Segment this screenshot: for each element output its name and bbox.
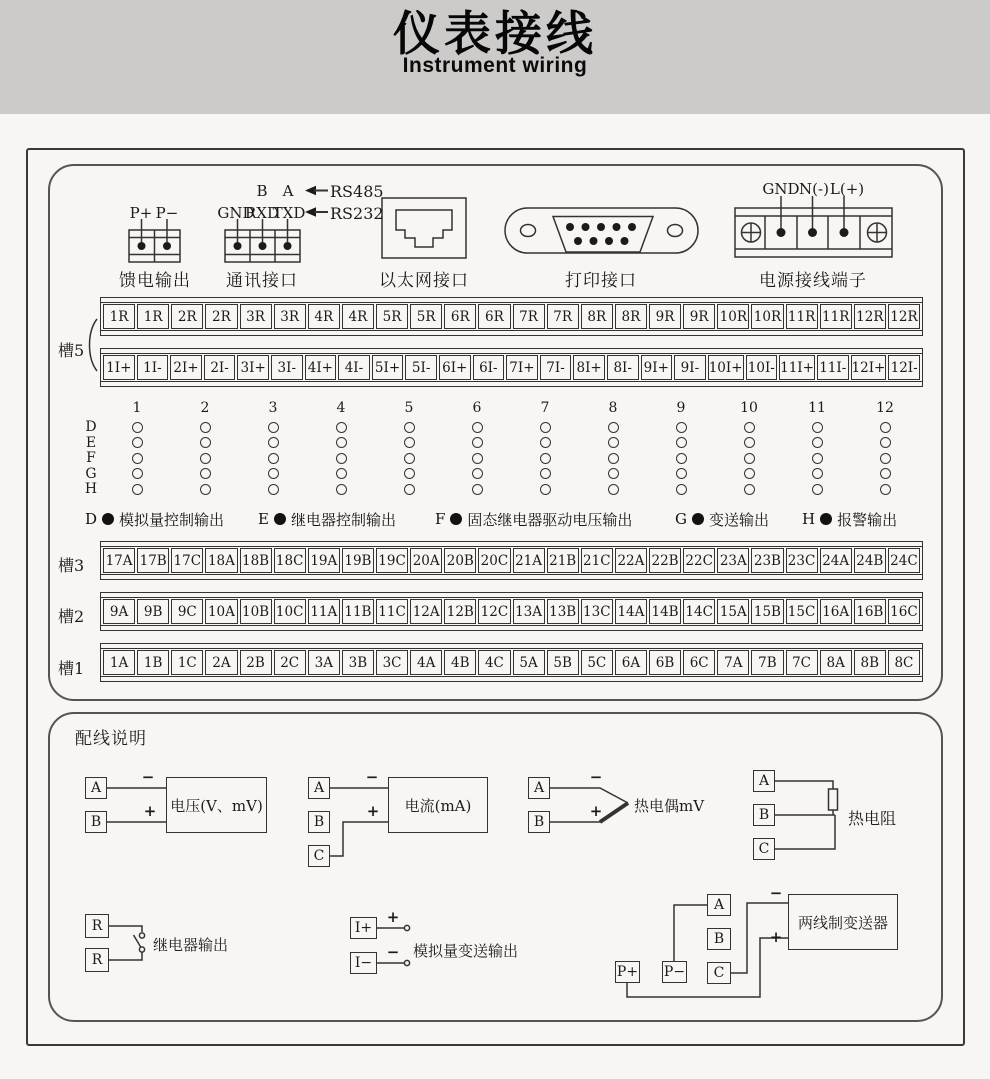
current-box: 电流(mA) [388, 777, 488, 833]
output-point-circle [676, 422, 687, 433]
output-point-circle [880, 422, 891, 433]
terminal-cell: 17B [137, 548, 169, 573]
terminal-cell: 9A [103, 599, 135, 624]
output-point-circle [132, 422, 143, 433]
terminal-cell: 9I+ [641, 355, 673, 380]
terminal-cell: 11I+ [779, 355, 815, 380]
output-point-circle [880, 468, 891, 479]
matrix-row-letter: E [85, 434, 97, 451]
terminal-cell: 8I- [607, 355, 639, 380]
terminal-cell: 19B [342, 548, 374, 573]
strip-band [101, 330, 922, 335]
matrix-column-number: 8 [608, 400, 618, 416]
legend-label: 继电器控制输出 [290, 510, 396, 529]
rs485-tag: RS485 [330, 182, 384, 201]
strip-band [101, 574, 922, 579]
output-point-circle [268, 437, 279, 448]
output-point-circle [744, 437, 755, 448]
terminal-cell: 22A [615, 548, 647, 573]
feed-pin-label: P+ [129, 204, 153, 222]
terminal-cell: 7I- [540, 355, 572, 380]
power-caption: 电源接线端子 [759, 271, 867, 291]
terminal-cell: 1R [103, 304, 135, 329]
terminal-cell: 15C [786, 599, 818, 624]
terminal-cell: 3C [376, 650, 408, 675]
polarity-sign: − [365, 768, 379, 786]
terminal-cell: 6I- [473, 355, 505, 380]
matrix-row-letter: H [84, 481, 98, 497]
terminal-box: B [753, 804, 775, 826]
output-point-circle [336, 422, 347, 433]
matrix-column-number: 5 [404, 400, 414, 416]
page-title: 仪表接线 [393, 7, 597, 60]
strip-band [101, 381, 922, 386]
terminal-cell: 2R [205, 304, 237, 329]
output-point-circle [472, 484, 483, 495]
terminal-cell: 3I+ [237, 355, 269, 380]
output-point-circle [676, 453, 687, 464]
terminal-cell: 4I+ [305, 355, 337, 380]
comm-caption: 通讯接口 [226, 271, 298, 291]
output-point-circle [268, 468, 279, 479]
terminal-cell: 8R [581, 304, 613, 329]
output-point-circle [268, 484, 279, 495]
output-point-circle [812, 484, 823, 495]
output-point-circle [268, 453, 279, 464]
matrix-column-number: 12 [876, 400, 894, 416]
output-point-circle [744, 422, 755, 433]
terminal-cell: 22B [649, 548, 681, 573]
terminal-cell: 8A [820, 650, 852, 675]
terminal-box: B [528, 811, 550, 833]
terminal-cell: 7R [547, 304, 579, 329]
terminal-cell: 23B [751, 548, 783, 573]
terminal-cell: 12I- [888, 355, 920, 380]
output-point-circle [200, 484, 211, 495]
voltage-box: 电压(V、mV) [166, 777, 267, 833]
terminal-cell: 12R [854, 304, 886, 329]
printer-caption: 打印接口 [565, 271, 637, 291]
output-point-circle [132, 484, 143, 495]
terminal-cell: 13A [513, 599, 545, 624]
output-point-circle [336, 468, 347, 479]
legend-label: 报警输出 [837, 510, 898, 529]
terminal-cell: 4C [478, 650, 510, 675]
terminal-cell: 24B [854, 548, 886, 573]
terminal-cell: 8R [615, 304, 647, 329]
legend-key: E [258, 510, 269, 528]
terminal-cell: 10R [717, 304, 749, 329]
terminal-box: I− [350, 952, 377, 974]
matrix-column-number: 7 [540, 400, 550, 416]
terminal-cell: 16C [888, 599, 920, 624]
terminal-cell: 10A [205, 599, 237, 624]
terminal-cell: 2R [171, 304, 203, 329]
terminal-cell: 6R [478, 304, 510, 329]
matrix-column-number: 6 [472, 400, 482, 416]
terminal-cell: 24A [820, 548, 852, 573]
comm-rs485-pin: B [256, 182, 268, 200]
matrix-column-number: 9 [676, 400, 686, 416]
terminal-cell: 1C [171, 650, 203, 675]
output-point-circle [132, 453, 143, 464]
terminal-cell: 15A [717, 599, 749, 624]
terminal-cell: 10I- [746, 355, 778, 380]
terminal-box: A [753, 770, 775, 792]
legend-key: D [85, 510, 98, 528]
polarity-sign: − [769, 884, 783, 902]
polarity-sign: + [769, 928, 783, 946]
terminal-cell: 11R [786, 304, 818, 329]
terminal-cell: 6I+ [439, 355, 471, 380]
terminal-cell: 24C [888, 548, 920, 573]
terminal-cell: 5A [513, 650, 545, 675]
comm-pin: TXD [272, 204, 306, 222]
terminal-cell: 1B [137, 650, 169, 675]
feed-caption: 馈电输出 [119, 271, 191, 291]
terminal-cell: 4R [308, 304, 340, 329]
terminal-cell: 4A [410, 650, 442, 675]
wiring-notes-title: 配线说明 [75, 729, 147, 749]
feed-pin-label: P− [155, 204, 179, 222]
terminal-box: B [85, 811, 107, 833]
bullet-icon [820, 513, 832, 525]
polarity-sign: + [143, 802, 157, 820]
terminal-cell: 2B [240, 650, 272, 675]
legend-label: 固态继电器驱动电压输出 [467, 510, 633, 529]
terminal-cell: 10C [274, 599, 306, 624]
terminal-cell: 3B [342, 650, 374, 675]
output-point-circle [812, 453, 823, 464]
power-pin: L(+) [829, 180, 865, 198]
bullet-icon [692, 513, 704, 525]
slot1-label: 槽1 [58, 659, 85, 678]
terminal-cell: 7R [513, 304, 545, 329]
terminal-cell: 10B [240, 599, 272, 624]
terminal-cell: 8C [888, 650, 920, 675]
terminal-cell: 3R [274, 304, 306, 329]
matrix-row-letter: D [85, 419, 97, 435]
terminal-box: R [85, 914, 109, 938]
wiring-notes-frame [48, 712, 943, 1022]
comm-pin: GND [217, 204, 255, 222]
terminal-cell: 12B [444, 599, 476, 624]
terminal-cell: 3I- [271, 355, 303, 380]
terminal-cell: 14B [649, 599, 681, 624]
terminal-cell: 12A [410, 599, 442, 624]
terminal-cell: 19A [308, 548, 340, 573]
output-point-circle [540, 437, 551, 448]
terminal-cell: 5C [581, 650, 613, 675]
terminal-cell: 13C [581, 599, 613, 624]
terminal-cell: 17A [103, 548, 135, 573]
legend-label: 变送输出 [708, 510, 769, 529]
terminal-cell: 6A [615, 650, 647, 675]
terminal-cell: 21A [513, 548, 545, 573]
terminal-box: B [707, 928, 731, 950]
polarity-sign: − [386, 943, 400, 961]
terminal-box: A [707, 894, 731, 916]
terminal-cell: 4R [342, 304, 374, 329]
terminal-cell: 16B [854, 599, 886, 624]
terminal-cell: 2I- [204, 355, 236, 380]
terminal-cell: 12R [888, 304, 920, 329]
terminal-box: P+ [615, 961, 640, 983]
terminal-cell: 5R [376, 304, 408, 329]
terminal-cell: 3A [308, 650, 340, 675]
terminal-cell: 1I+ [103, 355, 135, 380]
output-point-circle [676, 437, 687, 448]
terminal-cell: 20B [444, 548, 476, 573]
polarity-sign: − [141, 768, 155, 786]
legend-key: F [435, 510, 446, 528]
terminal-cell: 10R [751, 304, 783, 329]
output-point-circle [404, 453, 415, 464]
output-point-circle [608, 468, 619, 479]
legend-item [802, 511, 897, 527]
matrix-row-letter: F [86, 450, 96, 466]
terminal-cell: 11I- [817, 355, 849, 380]
output-point-circle [880, 484, 891, 495]
comm-pin: RXD [245, 204, 279, 222]
terminal-cell: 8I+ [573, 355, 605, 380]
terminal-cell: 5I- [405, 355, 437, 380]
terminal-cell: 2C [274, 650, 306, 675]
legend-item [85, 511, 224, 527]
terminal-cell: 18C [274, 548, 306, 573]
terminal-cell: 23A [717, 548, 749, 573]
transmitter-box: 两线制变送器 [788, 894, 898, 950]
legend-item [675, 511, 769, 527]
output-point-circle [880, 437, 891, 448]
terminal-cell: 21C [581, 548, 613, 573]
legend-label: 模拟量控制输出 [119, 510, 225, 529]
bullet-icon [102, 513, 114, 525]
terminal-cell: 7B [751, 650, 783, 675]
matrix-column-number: 10 [740, 400, 758, 416]
matrix-column-number: 4 [336, 400, 346, 416]
output-point-circle [132, 468, 143, 479]
terminal-box: C [308, 845, 330, 867]
terminal-box: C [707, 962, 731, 984]
terminal-cell: 19C [376, 548, 408, 573]
legend-key: H [802, 510, 816, 528]
slot5-strip-r [100, 297, 923, 336]
output-point-circle [472, 422, 483, 433]
terminal-cell: 1I- [137, 355, 169, 380]
rs232-tag: RS232 [330, 204, 384, 223]
matrix-column-number: 2 [200, 400, 210, 416]
terminal-cell: 14C [683, 599, 715, 624]
output-point-circle [472, 437, 483, 448]
legend-item [435, 511, 632, 527]
comm-rs485-pin: A [282, 182, 294, 200]
slot3-strip [100, 541, 923, 580]
terminal-cell: 12C [478, 599, 510, 624]
output-point-circle [812, 422, 823, 433]
page-subtitle: Instrument wiring [402, 53, 588, 77]
terminal-box: R [85, 948, 109, 972]
legend-item [258, 511, 396, 527]
output-point-circle [404, 484, 415, 495]
output-point-circle [200, 453, 211, 464]
terminal-box: A [528, 777, 550, 799]
terminal-cell: 5B [547, 650, 579, 675]
bullet-icon [274, 513, 286, 525]
output-point-circle [608, 484, 619, 495]
terminal-cell: 2A [205, 650, 237, 675]
output-point-circle [336, 484, 347, 495]
terminal-cell: 6B [649, 650, 681, 675]
output-point-circle [812, 437, 823, 448]
power-pin: GND [762, 180, 800, 198]
terminal-cell: 11C [376, 599, 408, 624]
output-point-circle [812, 468, 823, 479]
terminal-cell: 1A [103, 650, 135, 675]
relay-label: 继电器输出 [153, 936, 229, 954]
output-point-circle [676, 468, 687, 479]
slot2-label: 槽2 [58, 607, 85, 626]
output-point-circle [472, 453, 483, 464]
terminal-cell: 9R [683, 304, 715, 329]
output-point-circle [336, 437, 347, 448]
slot1-strip [100, 643, 923, 682]
slot3-label: 槽3 [58, 556, 85, 575]
output-point-circle [608, 453, 619, 464]
output-point-circle [880, 453, 891, 464]
matrix-column-number: 11 [808, 400, 826, 416]
output-point-circle [744, 453, 755, 464]
terminal-cell: 9I- [674, 355, 706, 380]
terminal-cell: 8B [854, 650, 886, 675]
terminal-cell: 4B [444, 650, 476, 675]
terminal-cell: 15B [751, 599, 783, 624]
terminal-cell: 20C [478, 548, 510, 573]
output-point-circle [540, 468, 551, 479]
terminal-cell: 11A [308, 599, 340, 624]
output-point-circle [404, 437, 415, 448]
terminal-box: B [308, 811, 330, 833]
output-point-circle [200, 422, 211, 433]
terminal-cell: 13B [547, 599, 579, 624]
terminal-cell: 11B [342, 599, 374, 624]
terminal-cell: 7A [717, 650, 749, 675]
output-point-circle [608, 437, 619, 448]
output-point-circle [404, 468, 415, 479]
slot5-strip-i [100, 348, 923, 387]
strip-band [101, 676, 922, 681]
terminal-cell: 5R [410, 304, 442, 329]
output-point-circle [404, 422, 415, 433]
terminal-cell: 23C [786, 548, 818, 573]
terminal-cell: 7C [786, 650, 818, 675]
output-point-circle [676, 484, 687, 495]
terminal-cell: 9C [171, 599, 203, 624]
terminal-cell: 9R [649, 304, 681, 329]
terminal-cell: 22C [683, 548, 715, 573]
terminal-cell: 18A [205, 548, 237, 573]
terminal-cell: 4I- [338, 355, 370, 380]
terminal-cell: 16A [820, 599, 852, 624]
output-point-circle [608, 422, 619, 433]
output-point-circle [744, 468, 755, 479]
output-point-circle [540, 453, 551, 464]
output-point-circle [540, 484, 551, 495]
polarity-sign: − [589, 768, 603, 786]
terminal-cell: 14A [615, 599, 647, 624]
terminal-cell: 6C [683, 650, 715, 675]
power-pin: N(-) [799, 180, 829, 198]
output-point-circle [200, 437, 211, 448]
terminal-cell: 3R [240, 304, 272, 329]
slot5-label: 槽5 [58, 341, 85, 360]
terminal-cell: 21B [547, 548, 579, 573]
output-point-circle [472, 468, 483, 479]
terminal-cell: 17C [171, 548, 203, 573]
output-point-circle [744, 484, 755, 495]
terminal-cell: 5I+ [372, 355, 404, 380]
terminal-box: A [308, 777, 330, 799]
terminal-cell: 10I+ [708, 355, 744, 380]
terminal-cell: 7I+ [506, 355, 538, 380]
legend-key: G [675, 510, 687, 528]
analog-out-label: 模拟量变送输出 [413, 942, 519, 960]
terminal-cell: 11R [820, 304, 852, 329]
bullet-icon [450, 513, 462, 525]
output-point-circle [132, 437, 143, 448]
terminal-cell: 9B [137, 599, 169, 624]
page-banner [0, 0, 990, 114]
terminal-cell: 6R [444, 304, 476, 329]
slot2-strip [100, 592, 923, 631]
polarity-sign: + [386, 908, 400, 926]
terminal-box: P− [662, 961, 687, 983]
rtd-label: 热电阻 [848, 809, 897, 828]
output-point-circle [540, 422, 551, 433]
ethernet-caption: 以太网接口 [379, 271, 469, 291]
terminal-cell: 2I+ [170, 355, 202, 380]
polarity-sign: + [366, 802, 380, 820]
terminal-cell: 1R [137, 304, 169, 329]
matrix-row-letter: G [85, 465, 97, 482]
output-point-circle [336, 453, 347, 464]
matrix-column-number: 1 [132, 400, 142, 416]
thermocouple-label: 热电偶mV [634, 797, 705, 815]
terminal-box: A [85, 777, 107, 799]
polarity-sign: + [589, 802, 603, 820]
terminal-cell: 20A [410, 548, 442, 573]
terminal-box: C [753, 838, 775, 860]
output-point-circle [268, 422, 279, 433]
matrix-column-number: 3 [268, 400, 278, 416]
terminal-box: I+ [350, 917, 377, 939]
strip-band [101, 625, 922, 630]
terminal-cell: 18B [240, 548, 272, 573]
terminal-cell: 12I+ [851, 355, 887, 380]
output-point-circle [200, 468, 211, 479]
